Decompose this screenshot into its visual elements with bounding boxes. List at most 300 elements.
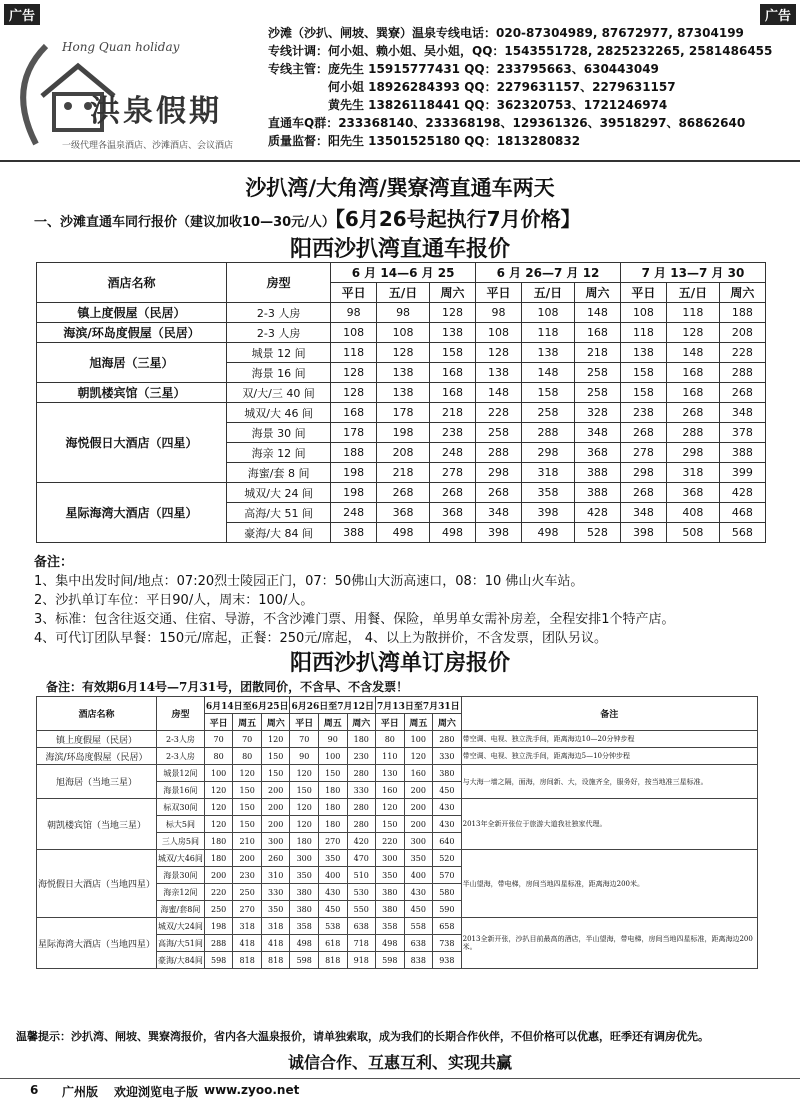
note-item: 3、标准：包含往返交通、住宿、导游，不含沙滩门票、用餐、保险，单男单女需补房差，全程安排1个特产店。	[34, 612, 675, 627]
price-cell: 120	[290, 765, 319, 782]
footer-url[interactable]: www.zyoo.net	[204, 1083, 300, 1097]
notes-title: 备注：	[34, 555, 74, 570]
day-header: 周六	[719, 283, 765, 303]
price-cell: 348	[476, 503, 522, 523]
price-line	[34, 203, 581, 232]
contact-info	[268, 24, 796, 150]
contact-line: 专线计调：何小姐、赖小姐、吴小姐，QQ：1543551728, 2825232265, 2581486455	[268, 44, 773, 58]
price-cell: 108	[476, 323, 522, 343]
price-cell: 350	[404, 850, 433, 867]
price-cell: 330	[347, 782, 376, 799]
room-type: 城双/大46间	[157, 850, 205, 867]
price-cell: 268	[666, 403, 719, 423]
price-cell: 180	[347, 731, 376, 748]
price-cell: 200	[204, 867, 233, 884]
price-cell: 400	[318, 867, 347, 884]
price-cell: 280	[347, 765, 376, 782]
edition: 广州版	[62, 1085, 99, 1099]
price-cell: 348	[719, 403, 765, 423]
price-cell: 218	[377, 463, 430, 483]
contact-line: 沙滩（沙扒、闸坡、巽寮）温泉专线电话：020-87304989, 87672977, 87304199	[268, 26, 744, 40]
price-cell: 210	[233, 833, 262, 850]
room-type: 城双/大 24 间	[227, 483, 331, 503]
price-cell: 208	[719, 323, 765, 343]
day-header: 五/日	[522, 283, 575, 303]
room-type: 海蜜/套8间	[157, 901, 205, 918]
col-hotel-header: 酒店名称	[37, 697, 157, 731]
price-cell: 118	[522, 323, 575, 343]
period-header: 6 月 26—7 月 12	[476, 263, 621, 283]
price-cell: 118	[620, 323, 666, 343]
price-cell: 358	[522, 483, 575, 503]
hotel-name: 海滨/环岛度假屋（民居）	[37, 748, 157, 765]
note-item: 2、沙扒单订车位：平日90/人，周末：100/人。	[34, 593, 314, 608]
price-cell: 388	[719, 443, 765, 463]
price-cell: 658	[433, 918, 462, 935]
price-cell: 298	[666, 443, 719, 463]
price-cell: 268	[430, 483, 476, 503]
price-cell: 138	[620, 343, 666, 363]
table-row	[37, 765, 758, 782]
price-cell: 200	[404, 816, 433, 833]
price-cell: 98	[476, 303, 522, 323]
price-cell: 270	[318, 833, 347, 850]
price-cell: 250	[233, 884, 262, 901]
tips: 温馨提示：沙扒湾、闸坡、巽寮湾报价，省内各大温泉报价，请单独索取，成为我们的长期合作伙伴，不但价格可以优惠，旺季还有调房优先。	[16, 1030, 709, 1043]
price-cell: 280	[347, 799, 376, 816]
price-cell: 180	[318, 816, 347, 833]
price-cell: 568	[719, 523, 765, 543]
price-cell: 120	[290, 799, 319, 816]
slogan: 诚信合作、互惠互利、实现共赢	[287, 1053, 512, 1072]
price-cell: 130	[376, 765, 405, 782]
price-cell: 450	[318, 901, 347, 918]
col-note-header: 备注	[461, 697, 757, 731]
price-cell: 180	[290, 833, 319, 850]
logo	[6, 26, 256, 156]
price-cell: 350	[261, 901, 290, 918]
price-cell: 128	[331, 363, 377, 383]
price-cell: 208	[377, 443, 430, 463]
room-type: 海景 30 间	[227, 423, 331, 443]
price-cell: 418	[233, 935, 262, 952]
hotel-note: 带空调、电视、独立洗手间，距离海边10—20分钟步程	[461, 731, 757, 748]
room-type: 海亲12间	[157, 884, 205, 901]
price-cell: 310	[261, 867, 290, 884]
day-header: 平日	[620, 283, 666, 303]
logo-subtitle: 一级代理各温泉酒店、沙滩酒店、会议酒店	[62, 141, 234, 151]
price-cell: 180	[204, 850, 233, 867]
price-cell: 268	[620, 483, 666, 503]
price-cell: 818	[318, 952, 347, 969]
price-cell: 388	[574, 483, 620, 503]
price-cell: 638	[347, 918, 376, 935]
price-cell: 160	[404, 765, 433, 782]
price-cell: 598	[376, 952, 405, 969]
price-cell: 288	[522, 423, 575, 443]
price-cell: 148	[522, 363, 575, 383]
col-room-header: 房型	[227, 263, 331, 303]
price-cell: 180	[318, 799, 347, 816]
price-cell: 268	[719, 383, 765, 403]
price-cell: 168	[331, 403, 377, 423]
price-cell: 288	[666, 423, 719, 443]
price-cell: 218	[430, 403, 476, 423]
contact-line: 何小姐 18926284393 QQ：2279631157、2279631157	[268, 80, 676, 94]
footer-text: 欢迎浏览电子版	[114, 1085, 199, 1099]
hotel-name: 海悦假日大酒店（四星）	[37, 403, 227, 483]
table-row	[37, 403, 766, 423]
price-cell: 350	[318, 850, 347, 867]
hotel-note: 半山望海，带电梯，房间当地四星标准，距离海边200米。	[461, 850, 757, 918]
price-cell: 200	[261, 816, 290, 833]
price-cell: 278	[430, 463, 476, 483]
price-cell: 550	[347, 901, 376, 918]
price-cell: 200	[233, 850, 262, 867]
price-cell: 188	[719, 303, 765, 323]
contact-line: 黄先生 13826118441 QQ：362320753、1721246974	[268, 98, 668, 112]
price-cell: 100	[204, 765, 233, 782]
price-cell: 168	[430, 363, 476, 383]
price-cell: 118	[331, 343, 377, 363]
price-cell: 200	[404, 782, 433, 799]
price-cell: 838	[404, 952, 433, 969]
price-cell: 399	[719, 463, 765, 483]
day-header: 周六	[261, 714, 290, 731]
price-cell: 268	[620, 423, 666, 443]
price-cell: 318	[666, 463, 719, 483]
price-cell: 168	[666, 363, 719, 383]
price-cell: 418	[261, 935, 290, 952]
price-cell: 120	[376, 799, 405, 816]
col-hotel-header: 酒店名称	[37, 263, 227, 303]
price-cell: 718	[347, 935, 376, 952]
note-item: 4、可代订团队早餐：150元/席起，正餐：250元/席起， 4、以上为散拼价，不含发票，团队另议。	[34, 631, 608, 646]
room-type: 海蜜/套 8 间	[227, 463, 331, 483]
price-cell: 380	[376, 901, 405, 918]
price-cell: 520	[433, 850, 462, 867]
price-cell: 138	[522, 343, 575, 363]
room-type: 高海/大51间	[157, 935, 205, 952]
table-row	[37, 483, 766, 503]
price-cell: 818	[261, 952, 290, 969]
table-row	[37, 343, 766, 363]
price-cell: 120	[290, 816, 319, 833]
price-cell: 258	[574, 363, 620, 383]
period-header: 6月14日至6月25日	[204, 697, 290, 714]
price-line-highlight: 【6月26号起执行7月价格】	[334, 207, 581, 231]
price-cell: 368	[574, 443, 620, 463]
room-type: 海景30间	[157, 867, 205, 884]
price-cell: 388	[574, 463, 620, 483]
price-cell: 238	[430, 423, 476, 443]
price-cell: 538	[318, 918, 347, 935]
price-cell: 150	[233, 799, 262, 816]
notes	[34, 553, 774, 648]
price-cell: 530	[347, 884, 376, 901]
price-cell: 230	[347, 748, 376, 765]
room-type: 城双/大 46 间	[227, 403, 331, 423]
table2-remark: 备注：有效期6月14号—7月31号，团散同价，不含早、不含发票！	[46, 680, 409, 694]
price-cell: 98	[377, 303, 430, 323]
header	[0, 20, 800, 162]
price-cell: 200	[261, 799, 290, 816]
price-cell: 318	[261, 918, 290, 935]
ad-label-right: 广告	[760, 4, 796, 25]
table-row	[37, 850, 758, 867]
contact-line: 专线主管：庞先生 15915777431 QQ：233795663、630443049	[268, 62, 659, 76]
logo-english: Hong Quan holiday	[62, 40, 180, 54]
price-cell: 348	[574, 423, 620, 443]
day-header: 五/日	[377, 283, 430, 303]
room-type: 海景16间	[157, 782, 205, 799]
ad-label-left: 广告	[4, 4, 40, 25]
price-cell: 168	[574, 323, 620, 343]
price-cell: 380	[376, 884, 405, 901]
price-cell: 528	[574, 523, 620, 543]
price-cell: 120	[204, 782, 233, 799]
price-cell: 138	[377, 363, 430, 383]
price-cell: 298	[476, 463, 522, 483]
price-cell: 128	[377, 343, 430, 363]
price-cell: 90	[318, 731, 347, 748]
price-cell: 138	[430, 323, 476, 343]
price-cell: 278	[620, 443, 666, 463]
price-cell: 498	[377, 523, 430, 543]
table1-title: 阳西沙扒湾直通车报价	[289, 236, 510, 262]
price-cell: 108	[377, 323, 430, 343]
price-cell: 150	[233, 816, 262, 833]
price-cell: 498	[430, 523, 476, 543]
period-header: 7 月 13—7 月 30	[620, 263, 765, 283]
price-line-lead: 一、沙滩直通车同行报价（建议加收10—30元/人）	[34, 215, 335, 230]
price-cell: 328	[574, 403, 620, 423]
price-cell: 420	[347, 833, 376, 850]
price-cell: 330	[261, 884, 290, 901]
col-room-header: 房型	[157, 697, 205, 731]
room-type: 2-3人房	[157, 748, 205, 765]
period-header: 6 月 14—6 月 25	[331, 263, 476, 283]
hotel-name: 旭海居（当地三星）	[37, 765, 157, 799]
price-cell: 430	[404, 884, 433, 901]
price-cell: 100	[318, 748, 347, 765]
day-header: 五/日	[666, 283, 719, 303]
price-cell: 70	[290, 731, 319, 748]
room-type: 城景 12 间	[227, 343, 331, 363]
day-header: 平日	[331, 283, 377, 303]
price-cell: 398	[476, 523, 522, 543]
price-cell: 120	[204, 799, 233, 816]
price-cell: 380	[433, 765, 462, 782]
price-cell: 380	[290, 901, 319, 918]
table-row	[37, 323, 766, 343]
price-cell: 268	[377, 483, 430, 503]
table-header-row	[37, 697, 758, 714]
table-row	[37, 383, 766, 403]
price-cell: 598	[290, 952, 319, 969]
room-type: 三人房5间	[157, 833, 205, 850]
price-cell: 408	[666, 503, 719, 523]
price-cell: 158	[522, 383, 575, 403]
price-cell: 128	[331, 383, 377, 403]
price-cell: 818	[233, 952, 262, 969]
day-header: 平日	[204, 714, 233, 731]
price-cell: 120	[204, 816, 233, 833]
table-row	[37, 731, 758, 748]
price-cell: 270	[233, 901, 262, 918]
price-cell: 260	[261, 850, 290, 867]
room-type: 城双/大24间	[157, 918, 205, 935]
price-cell: 938	[433, 952, 462, 969]
price-cell: 248	[331, 503, 377, 523]
price-cell: 918	[347, 952, 376, 969]
hotel-name: 星际海湾大酒店（当地四星）	[37, 918, 157, 969]
price-cell: 590	[433, 901, 462, 918]
table-row	[37, 799, 758, 816]
price-cell: 70	[233, 731, 262, 748]
day-header: 平日	[376, 714, 405, 731]
price-cell: 158	[430, 343, 476, 363]
price-cell: 330	[433, 748, 462, 765]
price-cell: 300	[290, 850, 319, 867]
contact-line: 质量监督：阳先生 13501525180 QQ：1813280832	[268, 134, 581, 148]
price-cell: 618	[318, 935, 347, 952]
price-cell: 400	[404, 867, 433, 884]
price-cell: 248	[430, 443, 476, 463]
hotel-name: 镇上度假屋（民居）	[37, 731, 157, 748]
price-cell: 220	[376, 833, 405, 850]
price-cell: 498	[290, 935, 319, 952]
price-cell: 498	[376, 935, 405, 952]
price-cell: 178	[377, 403, 430, 423]
price-cell: 150	[261, 765, 290, 782]
price-cell: 180	[318, 782, 347, 799]
price-cell: 388	[331, 523, 377, 543]
price-cell: 200	[404, 799, 433, 816]
price-cell: 80	[233, 748, 262, 765]
table-header-row	[37, 263, 766, 283]
price-cell: 428	[574, 503, 620, 523]
day-header: 平日	[290, 714, 319, 731]
price-cell: 350	[290, 867, 319, 884]
price-cell: 368	[377, 503, 430, 523]
price-cell: 120	[233, 765, 262, 782]
day-header: 周六	[347, 714, 376, 731]
room-type: 海景 16 间	[227, 363, 331, 383]
period-header: 7月13日至7月31日	[376, 697, 462, 714]
room-type: 2-3 人房	[227, 323, 331, 343]
price-cell: 428	[719, 483, 765, 503]
hotel-name: 星际海湾大酒店（四星）	[37, 483, 227, 543]
price-cell: 348	[620, 503, 666, 523]
hotel-name: 海悦假日大酒店（当地四星）	[37, 850, 157, 918]
page-number: 6	[30, 1083, 39, 1097]
price-cell: 198	[331, 483, 377, 503]
price-cell: 258	[476, 423, 522, 443]
room-price-table	[36, 696, 758, 969]
price-cell: 288	[476, 443, 522, 463]
hotel-name: 海滨/环岛度假屋（民居）	[37, 323, 227, 343]
room-type: 豪海/大84间	[157, 952, 205, 969]
day-header: 周六	[574, 283, 620, 303]
room-type: 海亲 12 间	[227, 443, 331, 463]
price-cell: 300	[404, 833, 433, 850]
price-cell: 350	[376, 867, 405, 884]
table-row	[37, 918, 758, 935]
price-cell: 158	[620, 363, 666, 383]
price-cell: 450	[404, 901, 433, 918]
room-type: 高海/大 51 间	[227, 503, 331, 523]
price-cell: 280	[347, 816, 376, 833]
price-cell: 178	[331, 423, 377, 443]
price-cell: 150	[376, 816, 405, 833]
logo-chinese: 洪泉假期	[90, 94, 222, 129]
price-cell: 250	[204, 901, 233, 918]
price-cell: 228	[719, 343, 765, 363]
price-cell: 80	[204, 748, 233, 765]
period-header: 6月26日至7月12日	[290, 697, 376, 714]
price-cell: 108	[331, 323, 377, 343]
price-cell: 570	[433, 867, 462, 884]
price-cell: 198	[204, 918, 233, 935]
price-cell: 300	[376, 850, 405, 867]
room-type: 城景12间	[157, 765, 205, 782]
price-cell: 128	[430, 303, 476, 323]
day-header: 周五	[318, 714, 347, 731]
price-cell: 450	[433, 782, 462, 799]
price-cell: 288	[719, 363, 765, 383]
hotel-note: 带空调、电视、独立洗手间，距离海边5—10分钟步程	[461, 748, 757, 765]
price-cell: 430	[433, 816, 462, 833]
price-cell: 430	[433, 799, 462, 816]
price-cell: 150	[233, 782, 262, 799]
price-cell: 298	[522, 443, 575, 463]
price-cell: 180	[204, 833, 233, 850]
price-cell: 368	[430, 503, 476, 523]
price-cell: 280	[433, 731, 462, 748]
price-cell: 398	[620, 523, 666, 543]
hotel-name: 旭海居（三星）	[37, 343, 227, 383]
price-cell: 508	[666, 523, 719, 543]
room-type: 豪海/大 84 间	[227, 523, 331, 543]
price-cell: 510	[347, 867, 376, 884]
price-cell: 90	[290, 748, 319, 765]
price-cell: 218	[574, 343, 620, 363]
price-cell: 70	[204, 731, 233, 748]
price-cell: 358	[376, 918, 405, 935]
price-cell: 108	[522, 303, 575, 323]
table-row	[37, 303, 766, 323]
table2-title: 阳西沙扒湾单订房报价	[289, 650, 510, 676]
price-cell: 120	[261, 731, 290, 748]
price-cell: 138	[476, 363, 522, 383]
price-cell: 150	[290, 782, 319, 799]
price-cell: 168	[666, 383, 719, 403]
footer	[0, 1078, 800, 1100]
room-type: 2-3人房	[157, 731, 205, 748]
price-cell: 258	[574, 383, 620, 403]
price-cell: 160	[376, 782, 405, 799]
price-cell: 558	[404, 918, 433, 935]
day-header: 周六	[433, 714, 462, 731]
main-title: 沙扒湾/大角湾/巽寮湾直通车两天	[245, 176, 555, 200]
price-cell: 98	[331, 303, 377, 323]
day-header: 周六	[430, 283, 476, 303]
contact-line: 直通车Q群：233368140、233368198、129361326、39518297、86862640	[268, 116, 746, 130]
price-cell: 288	[204, 935, 233, 952]
price-cell: 638	[404, 935, 433, 952]
price-cell: 380	[290, 884, 319, 901]
